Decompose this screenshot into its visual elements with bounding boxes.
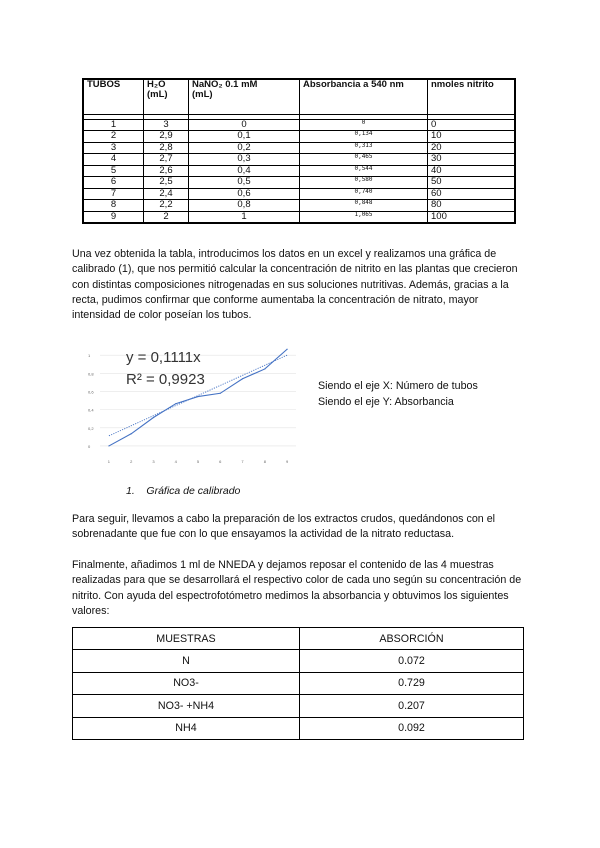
data-point xyxy=(197,396,198,397)
cell-nmol: 10 xyxy=(428,131,516,142)
cell-h2o: 2,9 xyxy=(144,131,189,142)
cell-muestra: NH4 xyxy=(73,717,300,739)
table-row xyxy=(73,695,524,717)
chart-x-ticks xyxy=(108,459,289,464)
cell-h2o: 3 xyxy=(144,120,189,131)
cell-nmol: 20 xyxy=(428,142,516,153)
table-header-row xyxy=(73,628,524,650)
data-point xyxy=(131,433,132,434)
paragraph-extracts: Para seguir, llevamos a cabo la preparación de los extractos crudos, quedándonos con el sobrenadante que fue con lo que ensayamos la actividad de la nitrato reductasa. xyxy=(72,513,496,541)
cell-nano2: 0 xyxy=(189,120,300,131)
cell-tubo: 6 xyxy=(83,177,144,188)
x-tick-label: 5 xyxy=(196,459,200,464)
table-row xyxy=(83,120,515,131)
cell-abs: 0,740 xyxy=(300,188,428,199)
table-row xyxy=(83,200,515,211)
cell-nmol: 0 xyxy=(428,120,516,131)
x-tick-label: 2 xyxy=(130,459,133,464)
header-absorcion: ABSORCIÓN xyxy=(300,628,524,650)
chart-grid xyxy=(100,355,296,446)
absorbance-table xyxy=(72,627,524,740)
cell-h2o: 2,5 xyxy=(144,177,189,188)
cell-h2o: 2,4 xyxy=(144,188,189,199)
table-header-row xyxy=(83,79,515,115)
cell-abs: 0,544 xyxy=(300,165,428,176)
y-tick-label: 0,2 xyxy=(88,425,94,431)
x-tick-label: 3 xyxy=(152,459,155,464)
cell-nmol: 40 xyxy=(428,165,516,176)
y-tick-label: 1 xyxy=(88,353,91,359)
paragraph-results: Finalmente, añadimos 1 ml de NNEDA y dejamos reposar el contenido de las 4 muestras realizadas para que se desarrollará el respectivo color de cada uno según su concentración de nitrito. Con ayuda del espectrofotómetro medimos la absorbancia y obtuvimos los siguientes valores: xyxy=(72,559,522,617)
cell-abs: 0,580 xyxy=(300,177,428,188)
cell-nmol: 50 xyxy=(428,177,516,188)
data-point xyxy=(264,368,265,369)
axis-note-y: Siendo el eje Y: Absorbancia xyxy=(318,396,454,408)
table-row xyxy=(83,165,515,176)
cell-nano2: 1 xyxy=(189,211,300,223)
cell-h2o: 2 xyxy=(144,211,189,223)
cell-nano2: 0,5 xyxy=(189,177,300,188)
cell-tubo: 8 xyxy=(83,200,144,211)
cell-nano2: 0,1 xyxy=(189,131,300,142)
cell-absorcion: 0.072 xyxy=(300,650,524,672)
table-row xyxy=(83,154,515,165)
cell-tubo: 7 xyxy=(83,188,144,199)
cell-abs: 0,134 xyxy=(300,131,428,142)
y-tick-label: 0,4 xyxy=(88,407,94,413)
header-tubos: TUBOS xyxy=(83,79,144,115)
chart-y-ticks xyxy=(88,353,94,449)
header-absorbancia: Absorbancia a 540 nm xyxy=(300,79,428,115)
table-row xyxy=(73,672,524,694)
table-row xyxy=(83,211,515,223)
table-row xyxy=(83,177,515,188)
data-point xyxy=(108,445,109,446)
cell-abs: 0,848 xyxy=(300,200,428,211)
cell-tubo: 9 xyxy=(83,211,144,223)
cell-nmol: 60 xyxy=(428,188,516,199)
cell-nano2: 0,4 xyxy=(189,165,300,176)
cell-tubo: 1 xyxy=(83,120,144,131)
table-row xyxy=(83,131,515,142)
x-tick-label: 8 xyxy=(263,459,266,464)
header-nmoles: nmoles nitrito xyxy=(428,79,516,115)
table-row xyxy=(73,717,524,739)
cell-abs: 0,313 xyxy=(300,142,428,153)
cell-tubo: 4 xyxy=(83,154,144,165)
cell-h2o: 2,2 xyxy=(144,200,189,211)
table-row xyxy=(83,188,515,199)
cell-absorcion: 0.207 xyxy=(300,695,524,717)
cell-muestra: NO3- +NH4 xyxy=(73,695,300,717)
y-tick-label: 0,8 xyxy=(88,371,94,377)
x-tick-label: 1 xyxy=(107,459,111,464)
cell-h2o: 2,8 xyxy=(144,142,189,153)
table-row xyxy=(83,142,515,153)
cell-nano2: 0,3 xyxy=(189,154,300,165)
y-tick-label: 0 xyxy=(88,443,91,449)
cell-nmol: 30 xyxy=(428,154,516,165)
header-nano2: NaNO₂ 0.1 mM (mL) xyxy=(189,79,300,115)
y-tick-label: 0,6 xyxy=(88,389,94,395)
cell-nano2: 0,6 xyxy=(189,188,300,199)
data-point xyxy=(220,393,221,394)
x-tick-label: 9 xyxy=(285,459,289,464)
cell-muestra: NO3- xyxy=(73,672,300,694)
table-row xyxy=(73,650,524,672)
x-tick-label: 7 xyxy=(241,459,244,464)
cell-nmol: 100 xyxy=(428,211,516,223)
cell-tubo: 2 xyxy=(83,131,144,142)
trendline xyxy=(109,355,287,436)
calibration-table xyxy=(82,78,516,224)
figure-caption: 1. Gráfica de calibrado xyxy=(126,485,241,497)
cell-tubo: 3 xyxy=(83,142,144,153)
cell-nmol: 80 xyxy=(428,200,516,211)
cell-h2o: 2,6 xyxy=(144,165,189,176)
data-point xyxy=(153,417,154,418)
cell-nano2: 0,2 xyxy=(189,142,300,153)
cell-tubo: 5 xyxy=(83,165,144,176)
cell-nano2: 0,8 xyxy=(189,200,300,211)
r-squared: R² = 0,9923 xyxy=(126,371,205,388)
cell-abs: 1,065 xyxy=(300,211,428,223)
header-muestras: MUESTRAS xyxy=(73,628,300,650)
x-tick-label: 6 xyxy=(219,459,222,464)
header-h2o: H₂O (mL) xyxy=(144,79,189,115)
axis-note-x: Siendo el eje X: Número de tubos xyxy=(318,380,478,392)
data-point xyxy=(175,403,176,404)
cell-muestra: N xyxy=(73,650,300,672)
cell-absorcion: 0.092 xyxy=(300,717,524,739)
cell-h2o: 2,7 xyxy=(144,154,189,165)
paragraph-intro: Una vez obtenida la tabla, introducimos los datos en un excel y realizamos una gráfica de calibrado (1), que nos permitió calcular la concentración de nitrito en las plantas que crecieron con distintas composiciones nitrogenadas en sus soluciones nutritivas. Además, gracias a la recta, pudimos confirmar que conforme aumentaba la concentración de nitrato, mayor intensidad de color poseían los tubos. xyxy=(72,248,518,322)
cell-abs: 0,465 xyxy=(300,154,428,165)
trend-equation: y = 0,1111x xyxy=(126,349,201,366)
cell-abs: 0 xyxy=(300,120,428,131)
cell-absorcion: 0.729 xyxy=(300,672,524,694)
x-tick-label: 4 xyxy=(174,459,177,464)
